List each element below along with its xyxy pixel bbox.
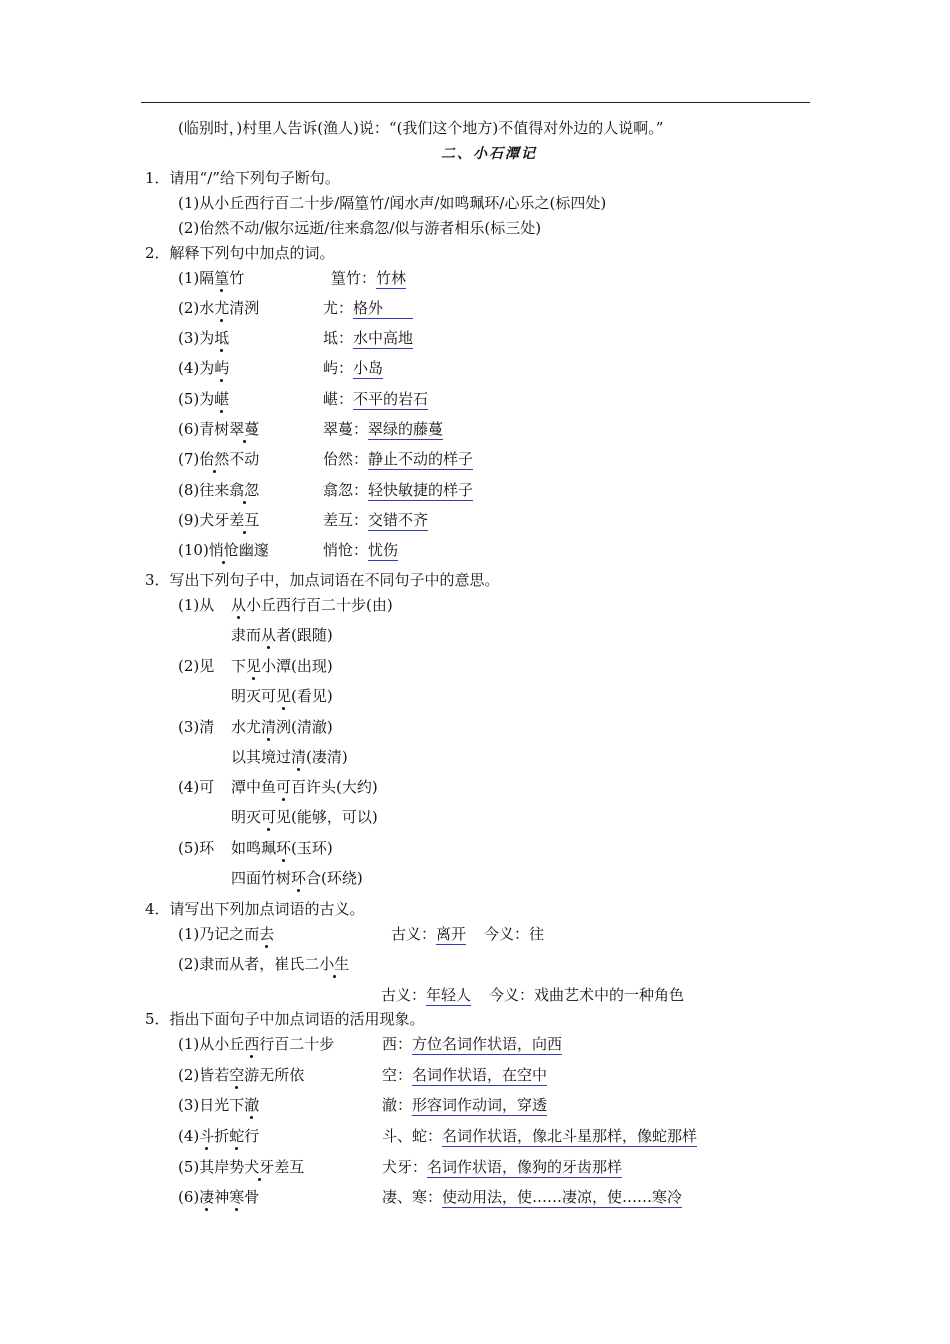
q3-sentence: 四面竹树环合(环绕): [231, 869, 363, 887]
dotted-word: 去: [259, 925, 275, 943]
q5-item: (5)其岸势犬牙差互: [178, 1158, 305, 1176]
answer-text: 方位名词作状语，向西: [412, 1035, 563, 1053]
dotted-word: 西: [244, 1035, 260, 1053]
q5-answer: 澈：形容词作动词，穿透: [382, 1096, 548, 1114]
q2-item: (8)往来翕忽: [178, 481, 260, 499]
q5-item: (3)日光下澈: [178, 1096, 260, 1114]
answer-text: 静止不动的样子: [368, 450, 474, 468]
dotted-word: 环: [276, 839, 292, 857]
q3-label: (4)可: [178, 778, 215, 796]
q1-item-2: (2)佁然不动/俶尔远逝/往来翕忽/似与游者相乐(标三处): [178, 219, 542, 237]
dotted-word: 翠蔓: [229, 420, 260, 438]
q2-item: (7)佁然不动: [178, 450, 260, 468]
q5-answer: 犬牙：名词作状语，像狗的牙齿那样: [382, 1158, 623, 1176]
header-rule: [141, 102, 810, 103]
q2-answer: 翠蔓：翠绿的藤蔓: [323, 420, 444, 438]
q2-stem: 2．解释下列句中加点的词。: [145, 244, 335, 262]
q3-label: (5)环: [178, 839, 215, 857]
answer-text: 名词作状语，像北斗星那样，像蛇那样: [442, 1127, 698, 1145]
q2-answer: 悄怆：忧伤: [323, 541, 399, 559]
q5-stem: 5．指出下面句子中加点词语的活用现象。: [145, 1010, 425, 1028]
continuation-line: (临别时，)村里人告诉(渔人)说：“(我们这个地方)不值得对外边的人说啊。”: [178, 119, 664, 137]
answer-text: 轻快敏捷的样子: [368, 481, 474, 499]
dotted-word: 差互: [229, 511, 260, 529]
answer-text: 交错不齐: [368, 511, 429, 529]
q2-answer: 尤：格外: [323, 298, 413, 318]
q1-stem: 1．请用“/”给下列句子断句。: [145, 169, 340, 187]
section-title: 二、小石潭记: [441, 146, 537, 162]
q2-answer: 嵁：不平的岩石: [323, 390, 429, 408]
dotted-word: 见: [246, 657, 262, 675]
answer-text: 形容词作动词，穿透: [412, 1096, 548, 1114]
q5-item: (4)斗折蛇行: [178, 1127, 260, 1145]
q4-meanings: 古义：离开 今义：往: [391, 925, 545, 943]
q2-answer: 屿：小岛: [323, 359, 384, 377]
dotted-word: 屿: [214, 359, 230, 377]
q3-sentence: 如鸣珮环(玉环): [231, 839, 333, 857]
q3-stem: 3．写出下列句子中，加点词语在不同句子中的意思。: [145, 571, 500, 589]
answer-text: 水中高地: [353, 329, 414, 347]
answer-text: 年轻人: [426, 986, 472, 1004]
answer-text: 忧伤: [368, 541, 399, 559]
q3-sentence: 以其境过清(凄清): [231, 748, 348, 766]
q2-item: (3)为坻: [178, 329, 230, 347]
q4-item: (2)隶而从者，崔氏二小生: [178, 955, 350, 973]
dotted-word: 从: [261, 626, 277, 644]
q2-item: (10)悄怆幽邃: [178, 541, 269, 559]
dotted-word: 可: [261, 808, 277, 826]
q5-answer: 空：名词作状语，在空中: [382, 1066, 548, 1084]
dotted-word: 寒: [229, 1188, 245, 1206]
q2-answer: 篁竹：竹林: [331, 269, 407, 287]
q4-item: (1)乃记之而去: [178, 925, 275, 943]
q2-item: (5)为嵁: [178, 390, 230, 408]
q2-item: (4)为屿: [178, 359, 230, 377]
dotted-word: 澈: [244, 1096, 260, 1114]
answer-text: 名词作状语，像狗的牙齿那样: [427, 1158, 623, 1176]
q3-sentence: 潭中鱼可百许头(大约): [231, 778, 378, 796]
q2-item: (6)青树翠蔓: [178, 420, 260, 438]
q5-answer: 斗、蛇：名词作状语，像北斗星那样，像蛇那样: [382, 1127, 698, 1145]
q2-answer: 佁然：静止不动的样子: [323, 450, 474, 468]
q5-item: (1)从小丘西行百二十步: [178, 1035, 335, 1053]
answer-text: 名词作状语，在空中: [412, 1066, 548, 1084]
q2-item: (1)隔篁竹: [178, 269, 245, 287]
answer-text: 小岛: [353, 359, 384, 377]
dotted-word: 斗: [199, 1127, 215, 1145]
q2-item: (9)犬牙差互: [178, 511, 260, 529]
answer-text: 格外: [353, 299, 413, 319]
dotted-word: 佁然: [199, 450, 230, 468]
q3-label: (3)清: [178, 718, 215, 736]
answer-text: 使动用法，使……凄凉，使……寒冷: [442, 1188, 683, 1206]
dotted-word: 可: [276, 778, 292, 796]
dotted-word: 尤: [214, 299, 230, 317]
q3-sentence: 下见小潭(出现): [231, 657, 333, 675]
dotted-word: 篁: [214, 269, 230, 287]
q1-item-1: (1)从小丘西行百二十步/隔篁竹/闻水声/如鸣珮环/心乐之(标四处): [178, 194, 607, 212]
answer-text: 不平的岩石: [353, 390, 429, 408]
dotted-word: 环: [291, 869, 307, 887]
q3-sentence: 明灭可见(能够，可以): [231, 808, 378, 826]
q3-label: (2)见: [178, 657, 215, 675]
q3-sentence: 从小丘西行百二十步(由): [231, 596, 393, 614]
dotted-word: 坻: [214, 329, 230, 347]
dotted-word: 清: [291, 748, 307, 766]
q3-label: (1)从: [178, 596, 215, 614]
dotted-word: 凄: [199, 1188, 215, 1206]
q5-item: (2)皆若空游无所依: [178, 1066, 305, 1084]
dotted-word: 蛇: [229, 1127, 245, 1145]
q3-sentence: 明灭可见(看见): [231, 687, 333, 705]
q4-stem: 4．请写出下列加点词语的古义。: [145, 900, 365, 918]
q2-answer: 翕忽：轻快敏捷的样子: [323, 481, 474, 499]
q3-sentence: 隶而从者(跟随): [231, 626, 333, 644]
dotted-word: 小生: [319, 955, 350, 973]
q2-answer: 坻：水中高地: [323, 329, 414, 347]
q5-item: (6)凄神寒骨: [178, 1188, 260, 1206]
answer-text: 竹林: [376, 269, 407, 287]
q5-answer: 凄、寒：使动用法，使……凄凉，使……寒冷: [382, 1188, 683, 1206]
q4-meanings: 古义：年轻人 今义：戏曲艺术中的一种角色: [381, 986, 685, 1004]
q2-item: (2)水尤清洌: [178, 299, 260, 317]
answer-text: 翠绿的藤蔓: [368, 420, 444, 438]
dotted-word: 见: [276, 687, 292, 705]
q3-sentence: 水尤清洌(清澈): [231, 718, 333, 736]
q5-answer: 西：方位名词作状语，向西: [382, 1035, 563, 1053]
dotted-word: 清: [261, 718, 277, 736]
answer-text: 离开: [436, 925, 467, 943]
dotted-word: 嵁: [214, 390, 230, 408]
dotted-word: 从: [231, 596, 247, 614]
dotted-word: 犬牙: [244, 1158, 275, 1176]
q2-answer: 差互：交错不齐: [323, 511, 429, 529]
dotted-word: 空: [229, 1066, 245, 1084]
dotted-word: 翕忽: [229, 481, 260, 499]
dotted-word: 悄怆: [208, 541, 239, 559]
